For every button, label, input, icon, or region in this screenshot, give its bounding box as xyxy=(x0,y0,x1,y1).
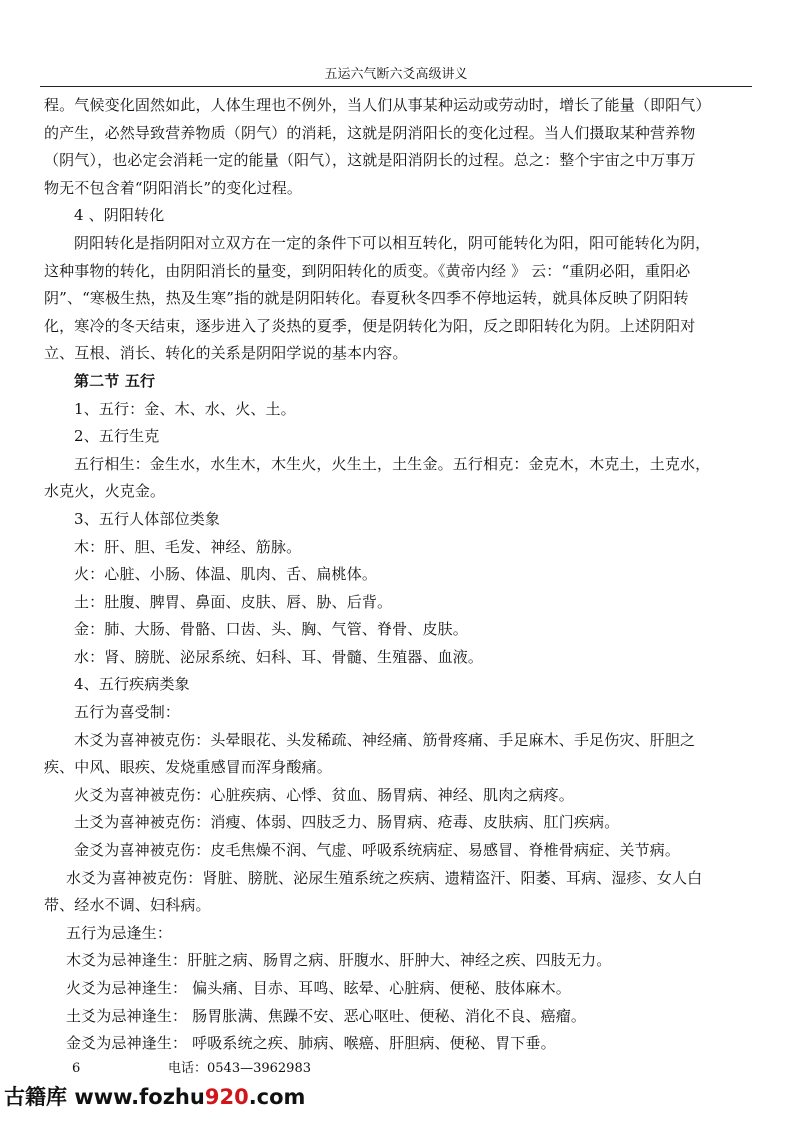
watermark-url-suffix: .com xyxy=(248,1085,306,1109)
text-line: 化，寒冷的冬天结束，逐步进入了炎热的夏季，便是阴转化为阳，反之即阳转化为阴。上述阴阳对 xyxy=(44,316,696,335)
text-line: 火：心脏、小肠、体温、肌肉、舌、扁桃体。 xyxy=(74,565,378,584)
document-body xyxy=(44,92,756,1058)
text-line: 物无不包含着“阴阳消长”的变化过程。 xyxy=(44,178,303,197)
text-line: 4 、阴阳转化 xyxy=(74,206,165,225)
text-line: 木爻为喜神被克伤：头晕眼花、头发稀疏、神经痛、筋骨疼痛、手足麻木、手足伤灾、肝胆之 xyxy=(74,730,696,749)
text-line: 2、五行生克 xyxy=(74,427,160,446)
text-line: 火爻为忌神逢生： 偏头痛、目赤、耳鸣、眩晕、心脏病、便秘、肢体麻木。 xyxy=(66,979,571,997)
text-line: 水克火，火克金。 xyxy=(44,482,166,501)
text-line: 这种事物的转化，由阴阳消长的量变，到阴阳转化的质变。《黄帝内经 》 云：“重阴必阳，重阳必 xyxy=(44,261,691,280)
text-line: 疾、中风、眼疾、发烧重感冒而浑身酸痛。 xyxy=(44,758,332,777)
header-title: 五运六气断六爻高级讲义 xyxy=(324,67,468,82)
text-line: 木：肝、胆、毛发、神经、筋脉。 xyxy=(74,537,302,556)
text-line: 金爻为忌神逢生： 呼吸系统之疾、肺病、喉癌、肝胆病、便秘、胃下垂。 xyxy=(66,1034,556,1053)
text-line: 木爻为忌神逢生：肝脏之病、肠胃之病、肝腹水、肝肿大、神经之疾、四肢无力。 xyxy=(66,951,612,970)
text-line: 阴阳转化是指阴阳对立双方在一定的条件下可以相互转化，阴可能转化为阳，阳可能转化为阴， xyxy=(74,233,711,252)
text-line: 五行为喜受制： xyxy=(74,703,181,722)
watermark-url-number: 920 xyxy=(204,1085,249,1109)
text-line: 金：肺、大肠、骨骼、口齿、头、胸、气管、脊骨、皮肤。 xyxy=(74,620,468,639)
text-line: 水：肾、膀胱、泌尿系统、妇科、耳、骨髓、生殖器、血液。 xyxy=(74,647,484,666)
text-line: 五行为忌逢生： xyxy=(66,923,173,942)
text-line: 立、互根、消长、转化的关系是阴阳学说的基本内容。 xyxy=(44,344,408,363)
text-line: 阴”、“寒极生热，热及生寒”指的就是阴阳转化。春夏秋冬四季不停地运转，就具体反映了阴阳转 xyxy=(44,289,689,308)
text-line: 土爻为忌神逢生： 肠胃胀满、焦躁不安、恶心呕吐、便秘、消化不良、癌瘤。 xyxy=(66,1006,587,1025)
text-line: 1、五行：金、木、水、火、土。 xyxy=(74,399,296,418)
text-line: 带、经水不调、妇科病。 xyxy=(44,896,211,915)
text-line: 程。气候变化固然如此，人体生理也不例外，当人们从事某种运动或劳动时，增长了能量（即阳气） xyxy=(44,96,711,114)
header-rule xyxy=(40,86,752,87)
watermark-url-prefix: www.fozhu xyxy=(74,1085,205,1109)
page-number: 6 xyxy=(72,1061,81,1076)
footer-phone: 电话：0543—3962983 xyxy=(168,1061,311,1076)
text-line: 4、五行疾病类象 xyxy=(74,675,190,694)
text-line: 土：肚腹、脾胃、鼻面、皮肤、唇、胁、后背。 xyxy=(74,592,393,611)
text-line: 土爻为喜神被克伤：消瘦、体弱、四肢乏力、肠胃病、疮毒、皮肤病、肛门疾病。 xyxy=(74,813,620,832)
watermark-site-name: 古籍库 xyxy=(4,1085,67,1109)
text-line: 水爻为喜神被克伤：肾脏、膀胱、泌尿生殖系统之疾病、遗精盗汗、阳萎、耳病、湿疹、女人白 xyxy=(66,868,703,887)
text-line: 五行相生：金生水，水生木，木生火，火生土，土生金。五行相克：金克木，木克土，土克水， xyxy=(74,454,711,473)
text-line: 的产生，必然导致营养物质（阴气）的消耗，这就是阴消阳长的变化过程。当人们摄取某种营养物 xyxy=(44,123,696,142)
site-watermark xyxy=(4,1082,305,1112)
section-heading: 第二节 五行 xyxy=(74,371,156,390)
text-line: 3、五行人体部位类象 xyxy=(74,509,221,528)
text-line: 金爻为喜神被克伤：皮毛焦燥不润、气虚、呼吸系统病症、易感冒、脊椎骨病症、关节病。 xyxy=(74,841,681,860)
text-line: （阴气），也必定会消耗一定的能量（阳气），这就是阳消阴长的过程。总之：整个宇宙之中万事万 xyxy=(44,151,696,170)
text-line: 火爻为喜神被克伤：心脏疾病、心悸、贫血、肠胃病、神经、肌肉之病疼。 xyxy=(74,785,574,804)
